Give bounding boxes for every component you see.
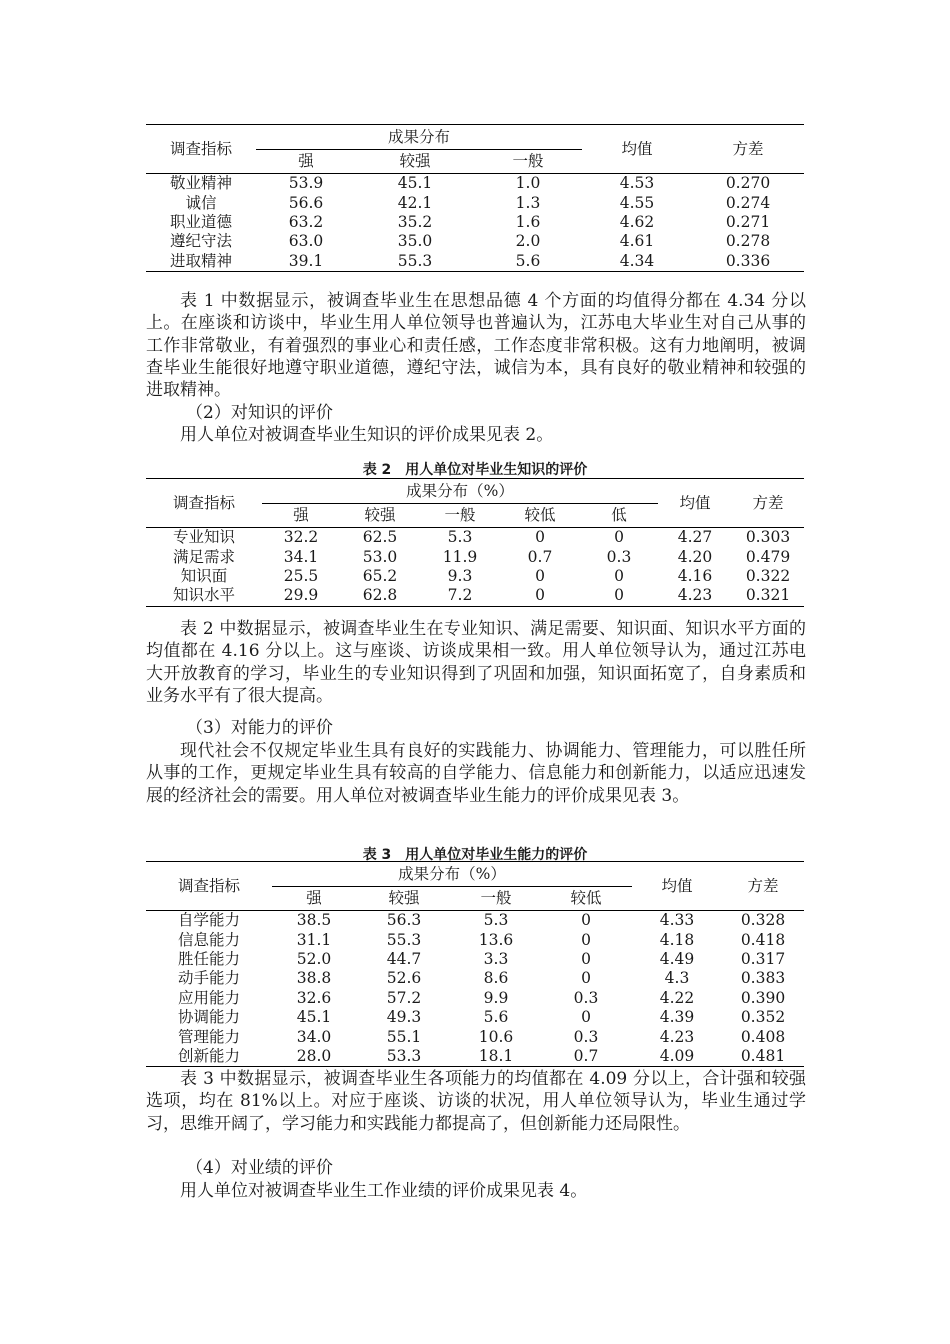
row-label-cell: 遵纪守法 xyxy=(169,232,232,251)
table-2-header-mean: 均值 xyxy=(658,479,732,528)
row-label-cell: 管理能力 xyxy=(177,1027,240,1046)
data-cell: 62.8 xyxy=(362,586,398,605)
table-row xyxy=(146,1027,804,1046)
data-cell: 35.0 xyxy=(397,232,433,251)
data-cell: 52.0 xyxy=(296,949,332,968)
table-2-header-fairly-low: 较低 xyxy=(500,504,580,528)
data-cell: 0.3 xyxy=(573,988,599,1007)
data-cell: 38.8 xyxy=(296,969,332,988)
data-cell: 53.9 xyxy=(288,174,324,193)
data-cell: 2.0 xyxy=(515,232,541,251)
data-cell: 4.09 xyxy=(659,1046,695,1065)
table-3-header-average: 一般 xyxy=(452,887,540,911)
data-cell: 0.7 xyxy=(527,547,553,566)
data-cell: 0.481 xyxy=(740,1046,786,1065)
data-cell: 8.6 xyxy=(483,969,509,988)
data-cell: 0.352 xyxy=(740,1008,786,1027)
data-cell: 0 xyxy=(581,949,591,968)
paragraph-table2-intro: 用人单位对被调查毕业生知识的评价成果见表 2。 xyxy=(180,425,554,445)
data-cell: 4.39 xyxy=(659,1008,695,1027)
table-2-header-fairly-strong: 较强 xyxy=(340,504,420,528)
data-cell: 53.3 xyxy=(386,1046,422,1065)
data-cell: 4.33 xyxy=(659,911,695,930)
table-1-header-mean: 均值 xyxy=(582,125,692,174)
data-cell: 4.27 xyxy=(677,528,713,547)
data-cell: 55.3 xyxy=(397,251,433,270)
data-cell: 0 xyxy=(581,1008,591,1027)
data-cell: 45.1 xyxy=(397,174,433,193)
row-label-cell: 胜任能力 xyxy=(177,949,240,968)
data-cell: 34.0 xyxy=(296,1027,332,1046)
table-row xyxy=(146,547,804,566)
row-label-cell: 知识面 xyxy=(180,566,228,585)
table-row xyxy=(146,989,804,1008)
data-cell: 5.6 xyxy=(515,251,541,270)
data-cell: 7.2 xyxy=(447,586,473,605)
table-3-header-group: 成果分布（%） xyxy=(272,862,632,887)
data-cell: 0.271 xyxy=(725,212,771,231)
data-cell: 4.20 xyxy=(677,547,713,566)
data-cell: 63.0 xyxy=(288,232,324,251)
table-3-header-mean: 均值 xyxy=(632,862,722,911)
data-cell: 55.1 xyxy=(386,1027,422,1046)
data-cell: 0 xyxy=(614,566,624,585)
data-cell: 13.6 xyxy=(478,930,514,949)
data-cell: 0 xyxy=(535,566,545,585)
table-3-caption: 表 3 用人单位对毕业生能力的评价 xyxy=(362,847,588,863)
table-2 xyxy=(146,478,804,607)
table-1-header-variance: 方差 xyxy=(692,125,804,174)
table-1-body xyxy=(146,174,804,272)
data-cell: 25.5 xyxy=(283,566,319,585)
table-1-header-strong: 强 xyxy=(256,150,356,174)
data-cell: 18.1 xyxy=(478,1046,514,1065)
data-cell: 29.9 xyxy=(283,586,319,605)
data-cell: 28.0 xyxy=(296,1046,332,1065)
section-heading-knowledge: （2）对知识的评价 xyxy=(186,403,333,423)
data-cell: 0.3 xyxy=(573,1027,599,1046)
table-3-header-fairly-strong: 较强 xyxy=(356,887,452,911)
table-3-header-strong: 强 xyxy=(272,887,356,911)
table-2-header-indicator: 调查指标 xyxy=(146,479,262,528)
data-cell: 0.303 xyxy=(745,528,791,547)
table-row xyxy=(146,213,804,232)
row-label-cell: 创新能力 xyxy=(177,1046,240,1065)
data-cell: 0.336 xyxy=(725,251,771,270)
data-cell: 0.3 xyxy=(606,547,632,566)
table-1 xyxy=(146,124,804,272)
data-cell: 4.34 xyxy=(619,251,655,270)
data-cell: 44.7 xyxy=(386,949,422,968)
data-cell: 1.6 xyxy=(515,212,541,231)
table-3-header-fairly-low: 较低 xyxy=(540,887,632,911)
table-2-caption: 表 2 用人单位对毕业生知识的评价 xyxy=(362,462,588,478)
table-2-body xyxy=(146,528,804,607)
data-cell: 10.6 xyxy=(478,1027,514,1046)
data-cell: 0.479 xyxy=(745,547,791,566)
row-label-cell: 知识水平 xyxy=(172,586,235,605)
data-cell: 5.3 xyxy=(483,911,509,930)
data-cell: 53.0 xyxy=(362,547,398,566)
data-cell: 4.23 xyxy=(659,1027,695,1046)
table-row xyxy=(146,252,804,272)
paragraph-table3-intro: 现代社会不仅规定毕业生具有良好的实践能力、协调能力、管理能力，可以胜任所从事的工作，更规定毕业生具有较高的自学能力、信息能力和创新能力，以适应迅速发展的经济社会的需要。用人单位对被调查毕业生能力的评价成果见表 3。 xyxy=(146,741,806,806)
data-cell: 0.270 xyxy=(725,174,771,193)
row-label-cell: 诚信 xyxy=(185,193,217,212)
table-row xyxy=(146,193,804,212)
data-cell: 65.2 xyxy=(362,566,398,585)
table-1-header-group: 成果分布 xyxy=(256,125,582,150)
row-label-cell: 进取精神 xyxy=(169,251,232,270)
data-cell: 56.3 xyxy=(386,911,422,930)
table-row xyxy=(146,232,804,251)
table-row xyxy=(146,528,804,548)
data-cell: 0 xyxy=(581,969,591,988)
row-label-cell: 协调能力 xyxy=(177,1008,240,1027)
data-cell: 55.3 xyxy=(386,930,422,949)
table-3 xyxy=(146,861,804,1067)
table-2-header-group: 成果分布（%） xyxy=(262,479,658,504)
data-cell: 9.9 xyxy=(483,988,509,1007)
data-cell: 32.2 xyxy=(283,528,319,547)
table-row xyxy=(146,911,804,931)
table-2-header-strong: 强 xyxy=(262,504,340,528)
row-label-cell: 信息能力 xyxy=(177,930,240,949)
table-1-header-average: 一般 xyxy=(474,150,582,174)
data-cell: 0.274 xyxy=(725,193,771,212)
table-3-body xyxy=(146,911,804,1067)
data-cell: 1.0 xyxy=(515,174,541,193)
data-cell: 5.6 xyxy=(483,1008,509,1027)
table-row xyxy=(146,930,804,949)
row-label-cell: 职业道德 xyxy=(169,212,232,231)
paragraph-table3-analysis: 表 3 中数据显示，被调查毕业生各项能力的均值都在 4.09 分以上，合计强和较强选项，均在 81%以上。对应于座谈、访谈的状况，用人单位领导认为，毕业生通过学习，思维开阔了，学习能力和实践能力都提高了，但创新能力还局限性。 xyxy=(146,1069,806,1134)
paragraph-table4-intro: 用人单位对被调查毕业生工作业绩的评价成果见表 4。 xyxy=(180,1181,588,1201)
data-cell: 0.390 xyxy=(740,988,786,1007)
table-row xyxy=(146,1008,804,1027)
data-cell: 4.16 xyxy=(677,566,713,585)
data-cell: 38.5 xyxy=(296,911,332,930)
data-cell: 0.328 xyxy=(740,911,786,930)
table-2-header-average: 一般 xyxy=(420,504,500,528)
data-cell: 45.1 xyxy=(296,1008,332,1027)
data-cell: 57.2 xyxy=(386,988,422,1007)
table-row xyxy=(146,174,804,194)
data-cell: 0.278 xyxy=(725,232,771,251)
table-1-header-fairly-strong: 较强 xyxy=(356,150,474,174)
data-cell: 11.9 xyxy=(442,547,478,566)
data-cell: 0 xyxy=(581,930,591,949)
table-row xyxy=(146,567,804,586)
table-row xyxy=(146,950,804,969)
data-cell: 9.3 xyxy=(447,566,473,585)
data-cell: 3.3 xyxy=(483,949,509,968)
data-cell: 63.2 xyxy=(288,212,324,231)
row-label-cell: 专业知识 xyxy=(172,528,235,547)
table-3-header-variance: 方差 xyxy=(722,862,804,911)
data-cell: 0.418 xyxy=(740,930,786,949)
table-row xyxy=(146,586,804,606)
data-cell: 4.49 xyxy=(659,949,695,968)
section-heading-performance: （4）对业绩的评价 xyxy=(186,1158,333,1178)
data-cell: 4.61 xyxy=(619,232,655,251)
row-label-cell: 应用能力 xyxy=(177,988,240,1007)
data-cell: 5.3 xyxy=(447,528,473,547)
section-heading-ability: （3）对能力的评价 xyxy=(186,718,333,738)
data-cell: 49.3 xyxy=(386,1008,422,1027)
paragraph-table1-analysis: 表 1 中数据显示，被调查毕业生在思想品德 4 个方面的均值得分都在 4.34 分以上。在座谈和访谈中，毕业生用人单位领导也普遍认为，江苏电大毕业生对自己从事的工作非常敬业，有着强烈的事业心和责任感，工作态度非常积极。这有力地阐明，被调查毕业生能很好地遵守职业道德，遵纪守法，诚信为本，具有良好的敬业精神和较强的进取精神。 xyxy=(146,291,806,401)
table-3-header-indicator: 调查指标 xyxy=(146,862,272,911)
data-cell: 0.383 xyxy=(740,969,786,988)
data-cell: 62.5 xyxy=(362,528,398,547)
data-cell: 52.6 xyxy=(386,969,422,988)
data-cell: 31.1 xyxy=(296,930,332,949)
data-cell: 4.3 xyxy=(664,969,690,988)
data-cell: 1.3 xyxy=(515,193,541,212)
row-label-cell: 敬业精神 xyxy=(169,174,232,193)
data-cell: 4.55 xyxy=(619,193,655,212)
data-cell: 0 xyxy=(581,911,591,930)
table-row xyxy=(146,1047,804,1067)
row-label-cell: 动手能力 xyxy=(177,969,240,988)
table-2-header-variance: 方差 xyxy=(732,479,804,528)
data-cell: 39.1 xyxy=(288,251,324,270)
data-cell: 0 xyxy=(535,586,545,605)
row-label-cell: 自学能力 xyxy=(177,911,240,930)
data-cell: 42.1 xyxy=(397,193,433,212)
data-cell: 4.23 xyxy=(677,586,713,605)
data-cell: 0.322 xyxy=(745,566,791,585)
data-cell: 4.53 xyxy=(619,174,655,193)
data-cell: 0.7 xyxy=(573,1046,599,1065)
data-cell: 0 xyxy=(535,528,545,547)
data-cell: 0.317 xyxy=(740,949,786,968)
table-2-header-low: 低 xyxy=(580,504,658,528)
data-cell: 4.62 xyxy=(619,212,655,231)
data-cell: 56.6 xyxy=(288,193,324,212)
data-cell: 4.22 xyxy=(659,988,695,1007)
data-cell: 35.2 xyxy=(397,212,433,231)
data-cell: 34.1 xyxy=(283,547,319,566)
table-row xyxy=(146,969,804,988)
data-cell: 4.18 xyxy=(659,930,695,949)
data-cell: 0.408 xyxy=(740,1027,786,1046)
paragraph-table2-analysis: 表 2 中数据显示，被调查毕业生在专业知识、满足需要、知识面、知识水平方面的均值都在 4.16 分以上。这与座谈、访谈成果相一致。用人单位领导认为，通过江苏电大开放教育的学习，毕业生的专业知识得到了巩固和加强，知识面拓宽了，自身素质和业务水平有了很大提高。 xyxy=(146,619,806,706)
data-cell: 0.321 xyxy=(745,586,791,605)
data-cell: 32.6 xyxy=(296,988,332,1007)
row-label-cell: 满足需求 xyxy=(172,547,235,566)
table-1-header-indicator: 调查指标 xyxy=(146,125,256,174)
data-cell: 0 xyxy=(614,586,624,605)
data-cell: 0 xyxy=(614,528,624,547)
